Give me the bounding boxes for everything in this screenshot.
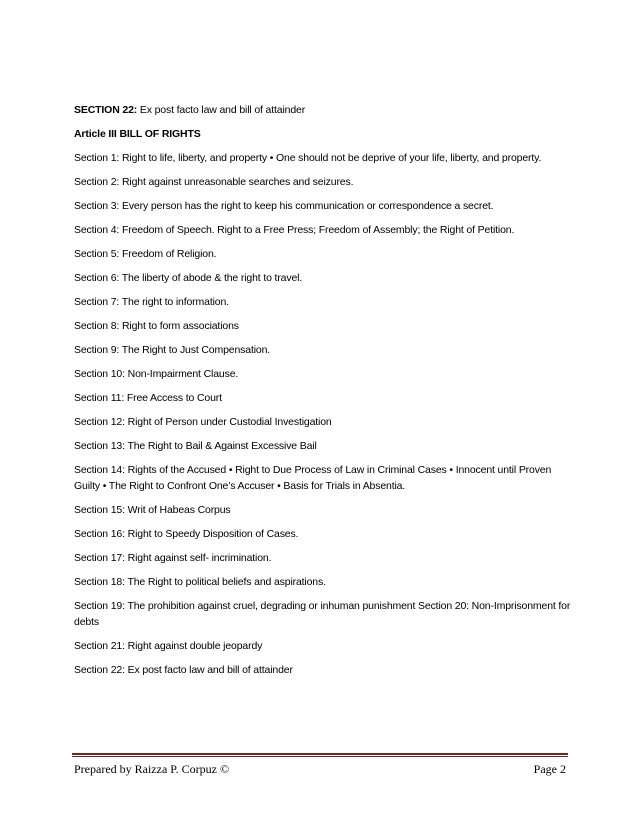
section-2: Section 2: Right against unreasonable searches and seizures. xyxy=(74,176,354,188)
section-12: Section 12: Right of Person under Custodial Investigation xyxy=(74,416,332,428)
section-16: Section 16: Right to Speedy Disposition of Cases. xyxy=(74,528,299,540)
section-heading-label: SECTION 22: xyxy=(74,104,138,116)
footer-author: Prepared by Raizza P. Corpuz © xyxy=(74,762,230,776)
section-15: Section 15: Writ of Habeas Corpus xyxy=(74,504,231,516)
section-9: Section 9: The Right to Just Compensation. xyxy=(74,344,271,356)
section-7: Section 7: The right to information. xyxy=(74,296,229,308)
section-11: Section 11: Free Access to Court xyxy=(74,392,222,404)
footer-page-number: Page 2 xyxy=(533,762,566,776)
section-13: Section 13: The Right to Bail & Against Excessive Bail xyxy=(74,440,317,452)
section-22: Section 22: Ex post facto law and bill of attainder xyxy=(74,664,293,676)
document-body xyxy=(74,102,574,686)
section-3: Section 3: Every person has the right to keep his communication or correspondence a secret. xyxy=(74,200,494,212)
section-heading xyxy=(74,102,574,118)
section-6: Section 6: The liberty of abode & the right to travel. xyxy=(74,272,303,284)
section-21: Section 21: Right against double jeopardy xyxy=(74,640,263,652)
section-10: Section 10: Non-Impairment Clause. xyxy=(74,368,239,380)
section-14: Section 14: Rights of the Accused • Right to Due Process of Law in Criminal Cases • Innocent until Proven Guilty • The Right to Confront One’s Accuser • Basis for Trials in Absentia. xyxy=(74,464,552,492)
article-heading: Article III BILL OF RIGHTS xyxy=(74,128,201,140)
section-heading-text: Ex post facto law and bill of attainder xyxy=(137,104,306,116)
section-17: Section 17: Right against self- incrimination. xyxy=(74,552,272,564)
section-8: Section 8: Right to form associations xyxy=(74,320,239,332)
section-1: Section 1: Right to life, liberty, and property • One should not be deprive of your life, liberty, and property. xyxy=(74,152,542,164)
section-5: Section 5: Freedom of Religion. xyxy=(74,248,217,260)
section-19: Section 19: The prohibition against cruel, degrading or inhuman punishment Section 20: Non-Imprisonment for debts xyxy=(74,600,571,628)
footer-divider xyxy=(72,753,568,757)
section-18: Section 18: The Right to political beliefs and aspirations. xyxy=(74,576,326,588)
section-4: Section 4: Freedom of Speech. Right to a Free Press; Freedom of Assembly; the Right of Petition. xyxy=(74,224,515,236)
